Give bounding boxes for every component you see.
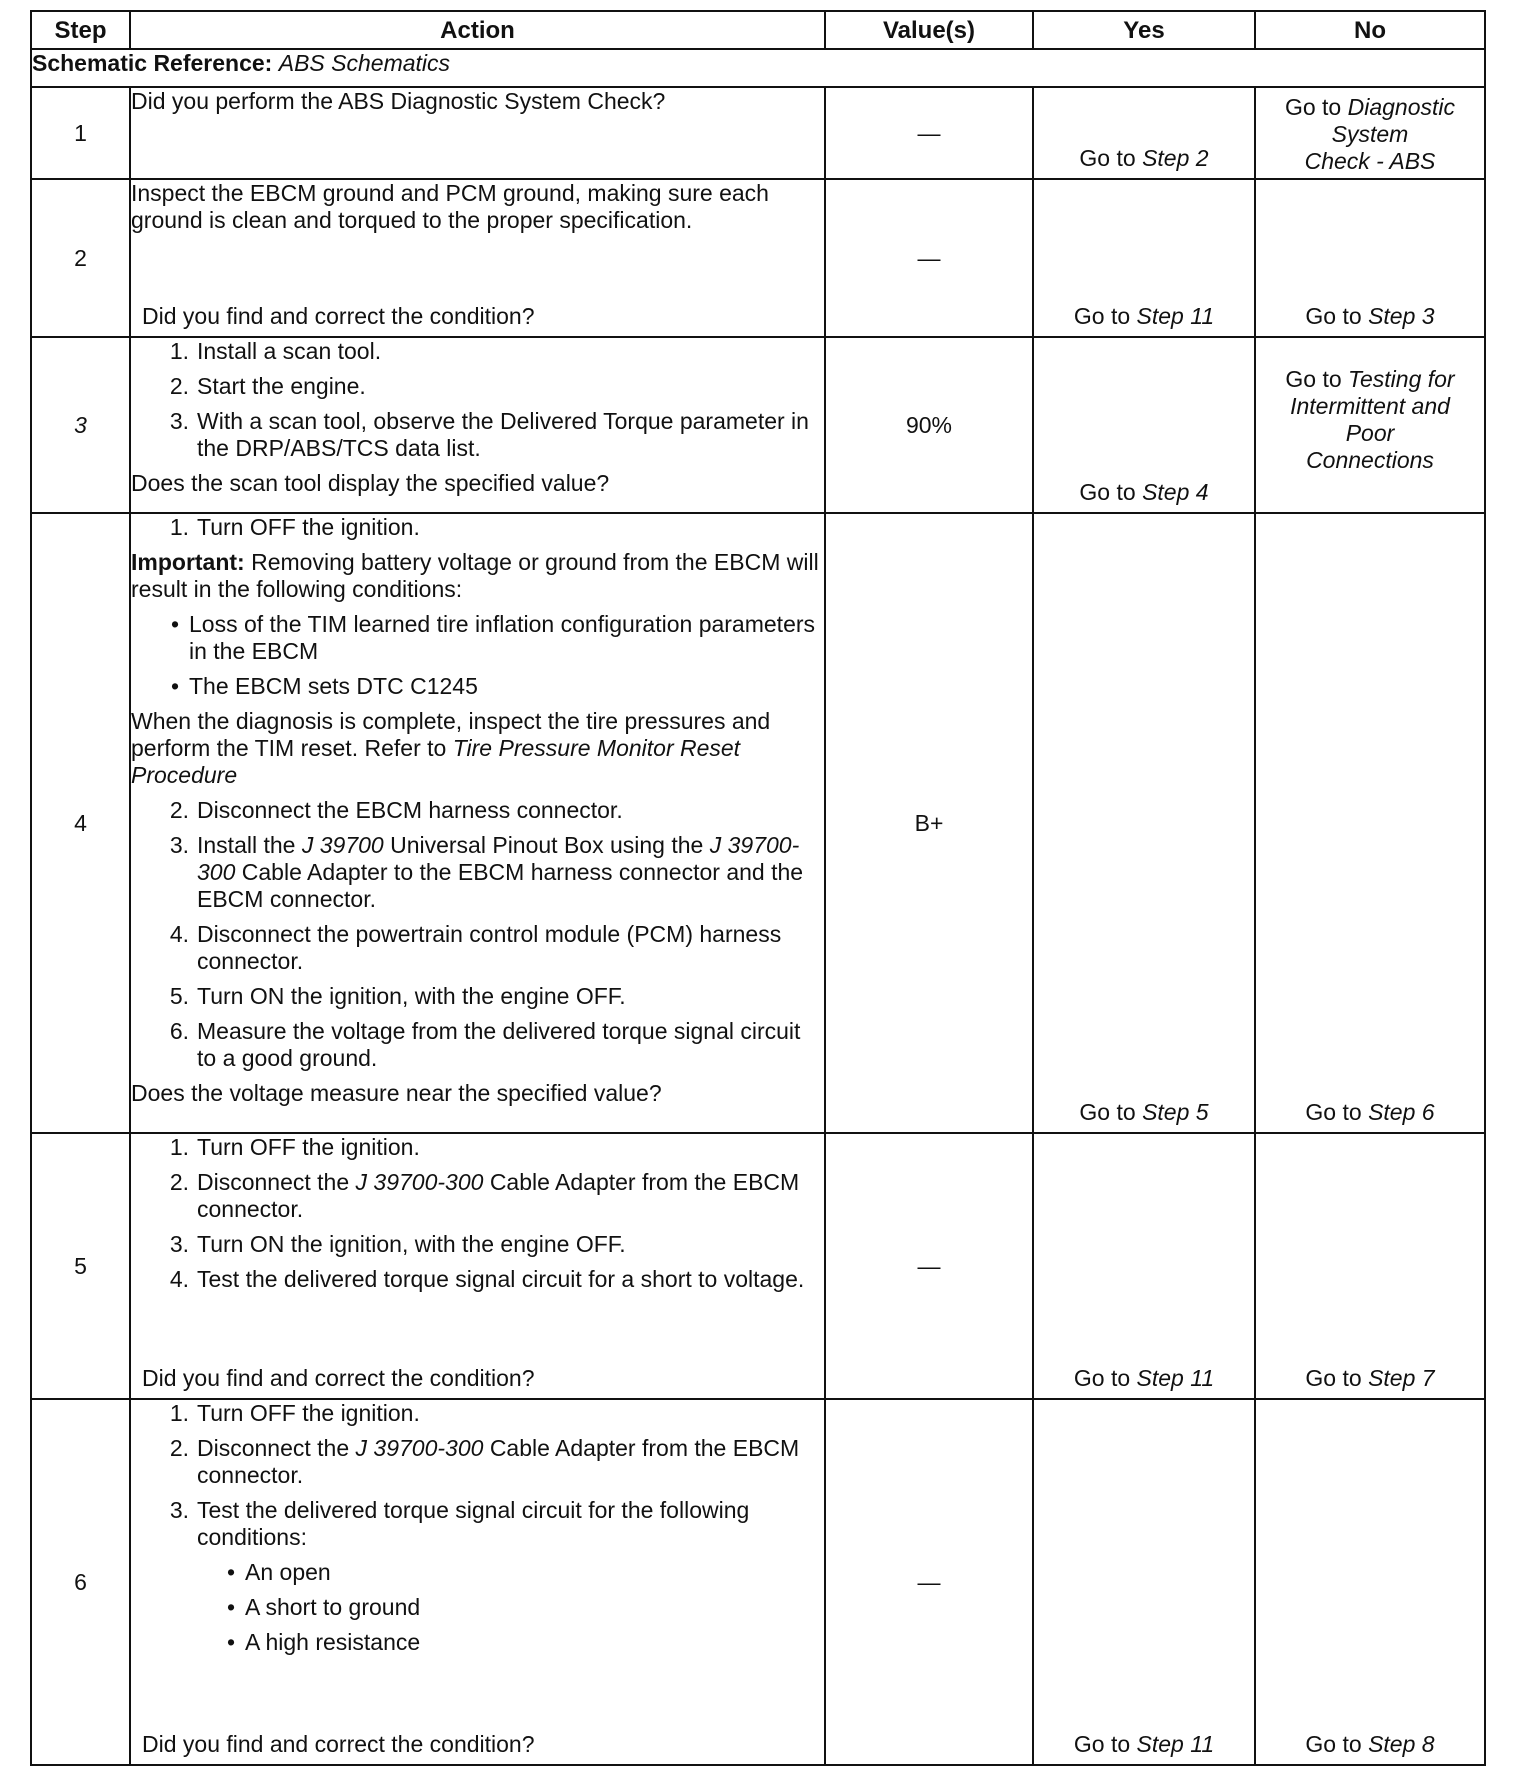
action-question: Did you find and correct the condition?	[142, 1365, 535, 1391]
important-note: Important: Removing battery voltage or ground from the EBCM will result in the following conditions:	[131, 549, 819, 602]
header-step: Step	[31, 11, 130, 49]
header-action: Action	[130, 11, 825, 49]
step-number: 2	[31, 179, 130, 337]
value-cell: —	[825, 179, 1033, 337]
diagnostic-table	[30, 10, 1486, 1766]
table-row	[31, 513, 1485, 1133]
no-goto[interactable]: Go to Step 3	[1305, 303, 1435, 329]
reference-link[interactable]: Tire Pressure Monitor Reset Procedure	[131, 735, 741, 788]
value-cell: —	[825, 87, 1033, 179]
header-values: Value(s)	[825, 11, 1033, 49]
header-yes: Yes	[1033, 11, 1255, 49]
step-number: 1	[31, 87, 130, 179]
table-row	[31, 1399, 1485, 1765]
yes-goto[interactable]: Go to Step 4	[1079, 479, 1209, 505]
action-question: Did you find and correct the condition?	[142, 303, 535, 329]
action-steps: 1. Turn OFF the ignition. 2. Disconnect the J 39700-300 Cable Adapter from the EBCM connector. 3. Test the delivered torque signal circuit for the following conditions:	[169, 1400, 800, 1550]
no-goto[interactable]: Go to Step 6	[1305, 1099, 1435, 1125]
action-question: Did you find and correct the condition?	[142, 1731, 535, 1757]
action-question: Did you perform the ABS Diagnostic System Check?	[131, 88, 666, 114]
action-question: Does the scan tool display the specified value?	[131, 470, 610, 496]
value-cell: —	[825, 1399, 1033, 1765]
condition-list: • Loss of the TIM learned tire inflation configuration parameters in the EBCM • The EBCM sets DTC C1245	[170, 611, 816, 699]
action-text: Inspect the EBCM ground and PCM ground, making sure each ground is clean and torqued to the proper specification.	[131, 180, 769, 233]
action-steps: 1. Turn OFF the ignition.	[169, 514, 420, 540]
yes-goto[interactable]: Go to Step 5	[1079, 1099, 1209, 1125]
header-row	[31, 11, 1485, 49]
action-steps: 1. Install a scan tool. 2. Start the engine. 3. With a scan tool, observe the Delivered Torque parameter in the DRP/ABS/TCS data list.	[169, 338, 809, 461]
value-cell: B+	[825, 513, 1033, 1133]
action-steps: 2. Disconnect the EBCM harness connector. 3. Install the J 39700 Universal Pinout Box using the J 39700-300 Cable Adapter to the EBCM harness connector and the EBCM connector. 4. Disconnect the powertrain control module (PCM) harness connector. 5. Turn ON the ignition, with the engine OFF. 6. Measure the voltage from the delivered torque signal circuit to a good ground.	[169, 797, 804, 1071]
step-number: 6	[31, 1399, 130, 1765]
value-cell: —	[825, 1133, 1033, 1399]
yes-goto[interactable]: Go to Step 11	[1073, 1365, 1215, 1391]
yes-goto[interactable]: Go to Step 2	[1079, 145, 1209, 171]
step-number: 3	[31, 337, 130, 513]
schematic-ref: ABS Schematics	[278, 50, 451, 76]
step-number: 4	[31, 513, 130, 1133]
reset-note: When the diagnosis is complete, inspect the tire pressures and perform the TIM reset. Refer to Tire Pressure Monitor Reset Procedure	[131, 708, 771, 788]
no-goto[interactable]: Go to Step 7	[1305, 1365, 1435, 1391]
step-number: 5	[31, 1133, 130, 1399]
action-steps: 1. Turn OFF the ignition. 2. Disconnect the J 39700-300 Cable Adapter from the EBCM connector. 3. Turn ON the ignition, with the engine OFF. 4. Test the delivered torque signal circuit for a short to voltage.	[169, 1134, 805, 1292]
no-goto[interactable]: Go to Diagnostic System Check - ABS	[1284, 94, 1456, 174]
table-row	[31, 179, 1485, 337]
table-row	[31, 1133, 1485, 1399]
table-row	[31, 87, 1485, 179]
no-goto[interactable]: Go to Testing for Intermittent and Poor Connections	[1285, 366, 1455, 473]
header-no: No	[1255, 11, 1485, 49]
condition-list: • An open • A short to ground • A high resistance	[226, 1559, 421, 1655]
no-goto[interactable]: Go to Step 8	[1305, 1731, 1435, 1757]
schematic-row	[31, 49, 1485, 87]
action-question: Does the voltage measure near the specified value?	[131, 1080, 662, 1106]
yes-goto[interactable]: Go to Step 11	[1073, 1731, 1215, 1757]
schematic-label: Schematic Reference:	[32, 50, 273, 76]
yes-goto[interactable]: Go to Step 11	[1073, 303, 1215, 329]
value-cell: 90%	[825, 337, 1033, 513]
table-row	[31, 337, 1485, 513]
